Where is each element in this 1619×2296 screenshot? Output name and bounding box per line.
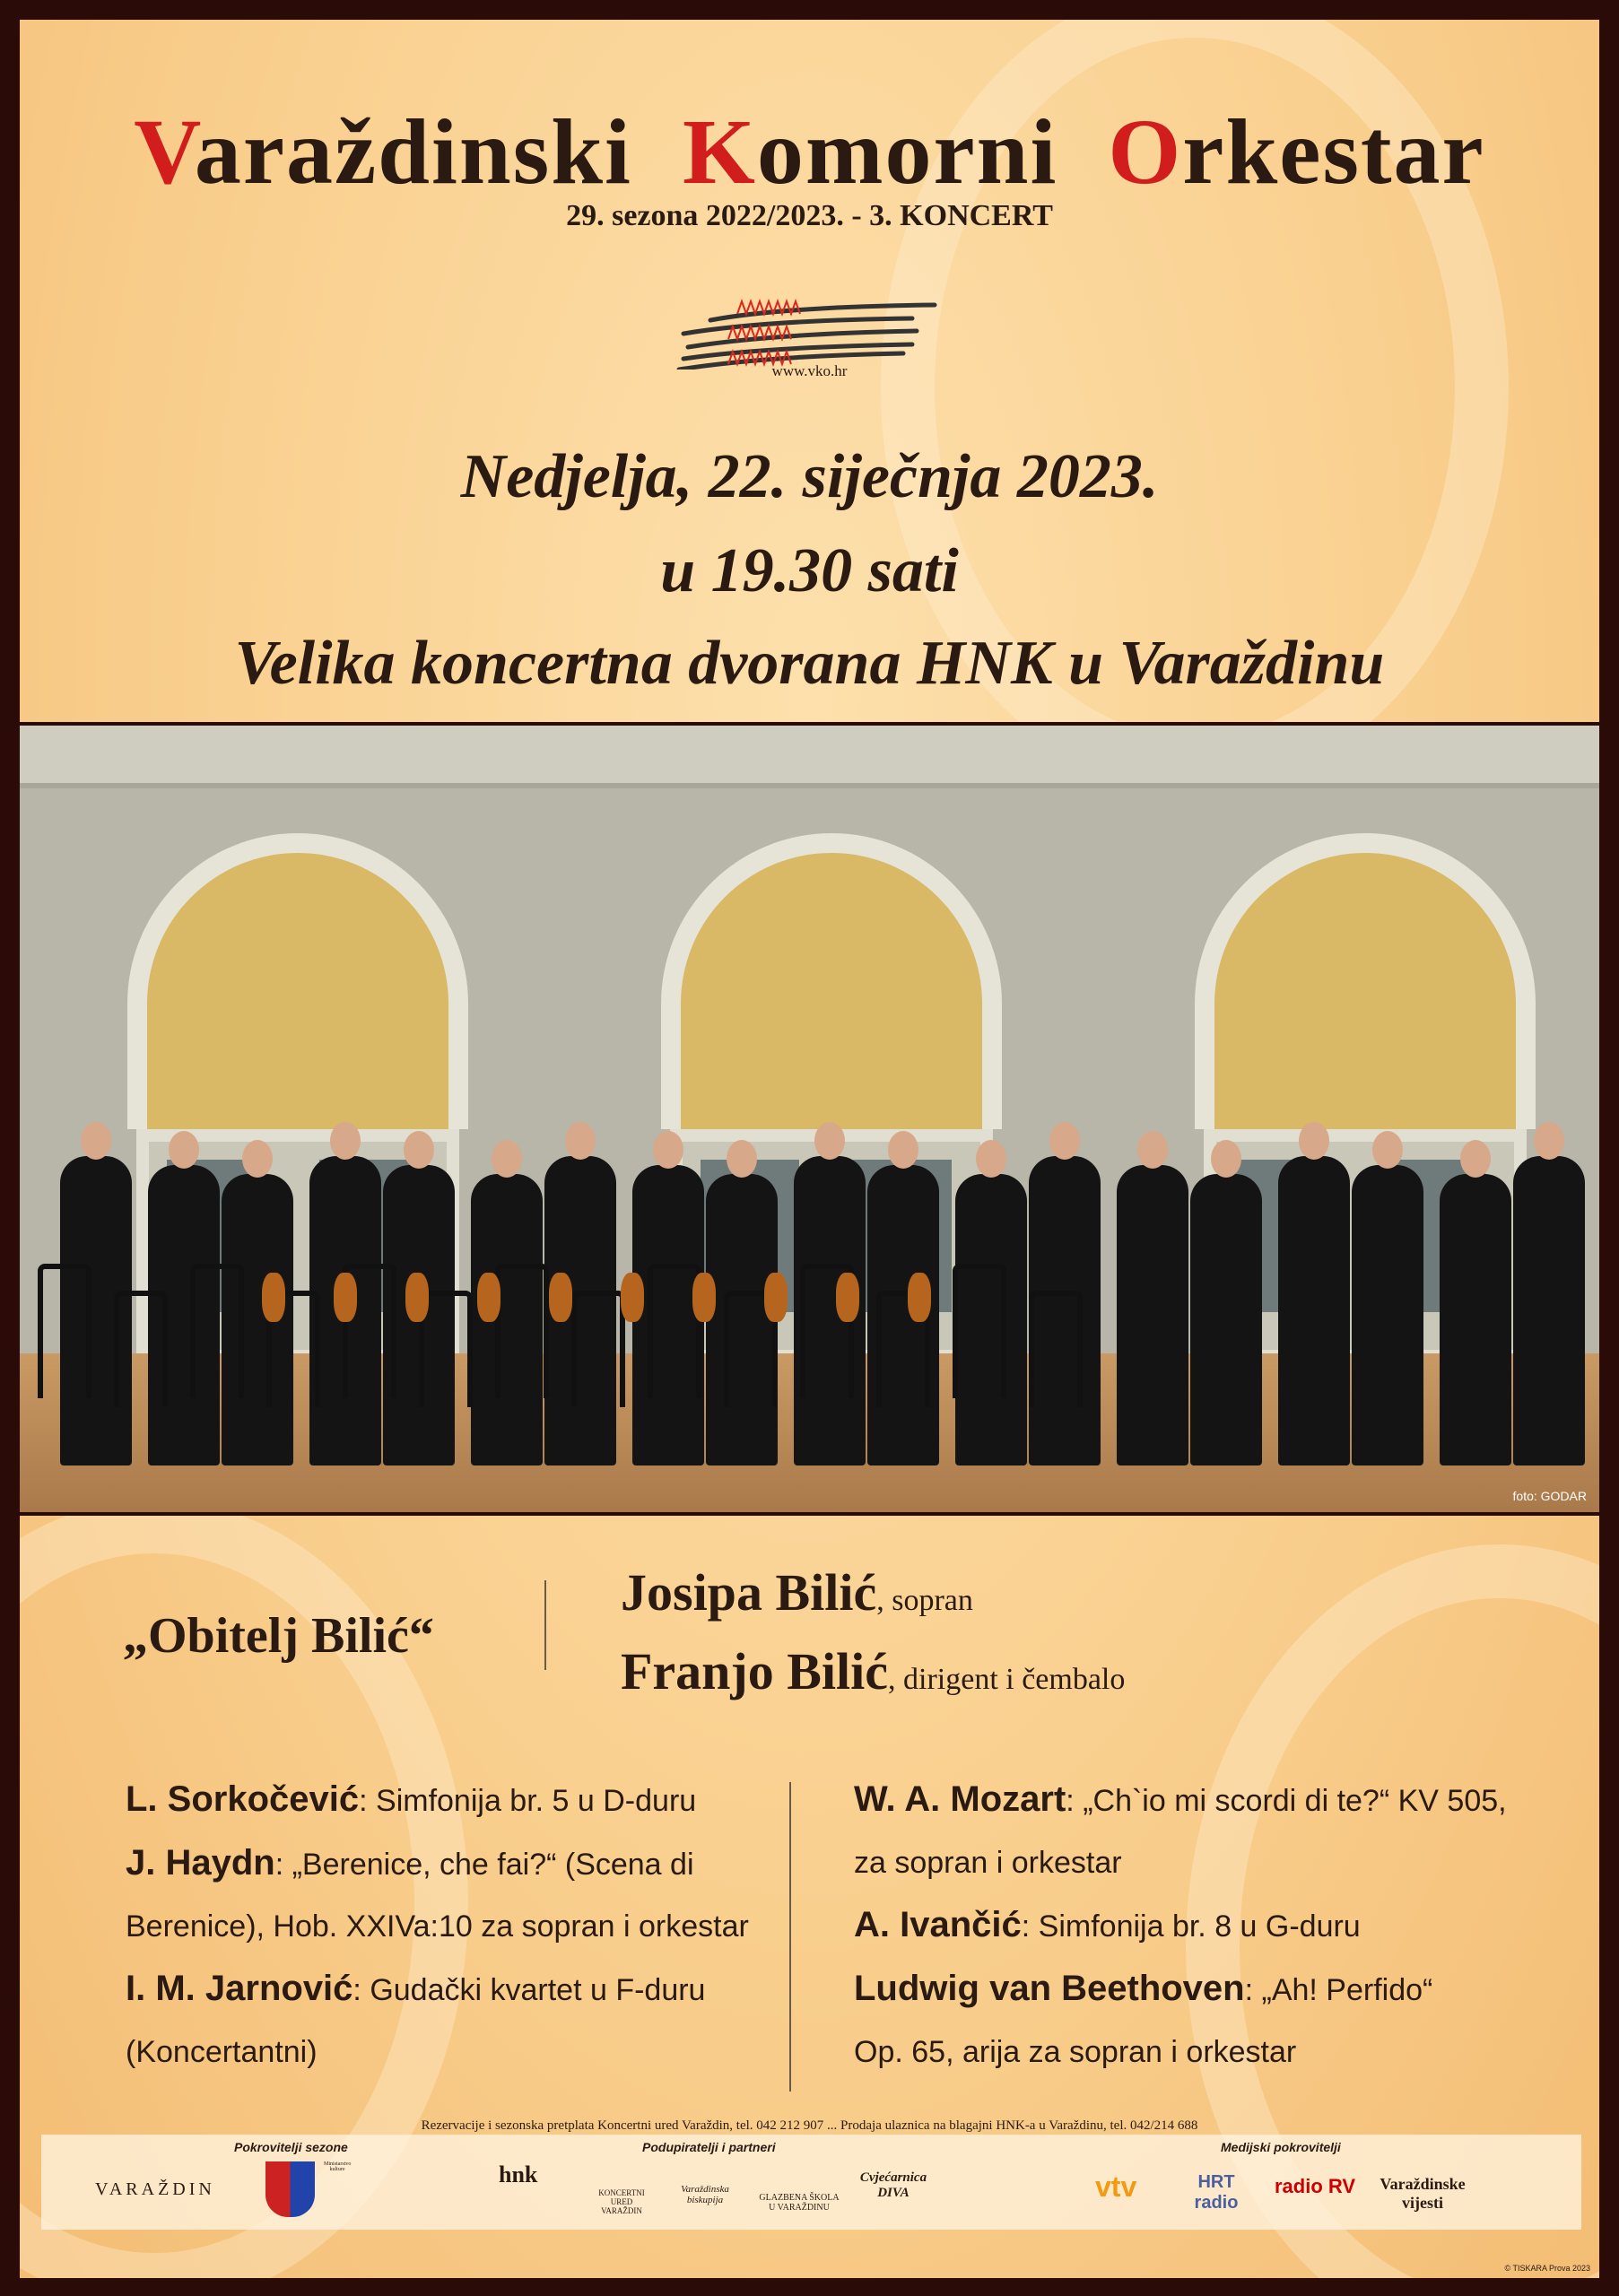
musician-head xyxy=(1460,1140,1491,1178)
composer: I. M. Jarnović xyxy=(126,1969,353,2008)
program-line xyxy=(854,1894,1507,1958)
musician-head xyxy=(976,1140,1006,1178)
musician-head xyxy=(1534,1122,1564,1160)
violin-icon xyxy=(692,1273,716,1322)
logo-radio-rv: radio RV xyxy=(1275,2175,1356,2197)
musician-head xyxy=(727,1140,757,1178)
event-time: u 19.30 sati xyxy=(660,536,959,605)
program-line xyxy=(126,1769,749,1832)
musician xyxy=(1117,1165,1188,1465)
violin-icon xyxy=(621,1273,644,1322)
divider xyxy=(789,1782,791,2092)
season-info: 29. sezona 2022/2023. - 3. KONCERT xyxy=(566,199,1053,232)
logo-biskupija: Varaždinska biskupija xyxy=(681,2184,729,2205)
work: za sopran i orkestar xyxy=(854,1846,1122,1880)
work: : Simfonija br. 8 u G-duru xyxy=(1021,1909,1361,1944)
program-line xyxy=(854,1769,1507,1832)
work: : Gudački kvartet u F-duru xyxy=(353,1973,706,2007)
logo-hrt-radio: HRT radio xyxy=(1194,2172,1239,2213)
composer: Ludwig van Beethoven xyxy=(854,1969,1245,2008)
hall-frieze xyxy=(20,726,1599,788)
musician-head xyxy=(1299,1122,1329,1160)
musician-head xyxy=(888,1131,918,1169)
musician-head xyxy=(565,1122,596,1160)
composer: L. Sorkočević xyxy=(126,1779,360,1819)
chair xyxy=(38,1264,91,1398)
logo-varazdinske-vijesti: Varaždinske vijesti xyxy=(1380,2175,1466,2212)
logo-vtv: vtv xyxy=(1095,2170,1137,2203)
performer-josipa: Josipa Bilić, sopran xyxy=(621,1563,973,1622)
musician xyxy=(1190,1174,1262,1465)
contact-info: Rezervacije i sezonska pretplata Koncertni ured Varaždin, tel. 042 212 907 ... Prodaja ulaznica na blagajni HNK-a u Varaždinu, tel. 042/214 688 xyxy=(421,2118,1198,2133)
hall-arch xyxy=(127,833,468,1129)
chair xyxy=(190,1264,244,1398)
hall-arch xyxy=(1195,833,1536,1129)
musician-head xyxy=(653,1131,683,1169)
composer: J. Haydn xyxy=(126,1843,275,1883)
musician xyxy=(1278,1156,1350,1465)
musician-head xyxy=(1372,1131,1403,1169)
work: : „Berenice, che fai?“ (Scena di xyxy=(274,1848,694,1882)
program-line xyxy=(854,1958,1507,2022)
work: : „Ch`io mi scordi di te?“ KV 505, xyxy=(1066,1784,1507,1818)
logo-varazdin: VARAŽDIN xyxy=(95,2179,215,2199)
group-heading: Podupiratelji i partneri xyxy=(642,2140,776,2154)
work: Berenice), Hob. XXIVa:10 za sopran i orkestar xyxy=(126,1909,749,1944)
musician xyxy=(1440,1174,1511,1465)
work: : „Ah! Perfido“ xyxy=(1244,1973,1433,2007)
musician-head xyxy=(1211,1140,1241,1178)
program-line xyxy=(126,1896,749,1958)
hall-arch xyxy=(661,833,1002,1129)
photo-credit: foto: GODAR xyxy=(1512,1489,1587,1503)
logo-koncertni-ured: KONCERTNI URED VARAŽDIN xyxy=(598,2188,645,2215)
program-line xyxy=(126,1832,749,1896)
musician-head xyxy=(169,1131,199,1169)
musician-head xyxy=(492,1140,522,1178)
program-line xyxy=(126,1958,749,2022)
musician-head xyxy=(81,1122,111,1160)
group-heading: Pokrovitelji sezone xyxy=(234,2140,348,2154)
musician-head xyxy=(1137,1131,1168,1169)
concert-poster xyxy=(20,20,1599,2278)
event-venue: Velika koncertna dvorana HNK u Varaždinu xyxy=(234,629,1385,698)
composer: W. A. Mozart xyxy=(854,1779,1066,1819)
work: : Simfonija br. 5 u D-duru xyxy=(359,1784,697,1818)
violin-icon xyxy=(836,1273,859,1322)
violin-icon xyxy=(764,1273,788,1322)
violin-icon xyxy=(334,1273,357,1322)
chair xyxy=(495,1264,549,1398)
musician-head xyxy=(242,1140,273,1178)
logo-glazbena-skola: GLAZBENA ŠKOLA U VARAŽDINU xyxy=(759,2193,840,2213)
program-line xyxy=(854,1832,1507,1894)
program-line xyxy=(854,2022,1507,2083)
program-line xyxy=(126,2022,749,2083)
logo-diva: Cvjećarnica DIVA xyxy=(859,2170,927,2200)
website-url[interactable]: www.vko.hr xyxy=(771,362,848,379)
work: Op. 65, arija za sopran i orkestar xyxy=(854,2035,1297,2069)
musician-head xyxy=(404,1131,434,1169)
orchestra-title: Varaždinski Komorni Orkestar xyxy=(134,100,1485,204)
musician xyxy=(1352,1165,1423,1465)
violin-icon xyxy=(549,1273,572,1322)
coat-of-arms-icon xyxy=(265,2161,315,2217)
chair xyxy=(1029,1291,1083,1407)
violin-icon xyxy=(262,1273,285,1322)
event-date: Nedjelja, 22. siječnja 2023. xyxy=(460,442,1159,511)
program-left xyxy=(126,1769,749,2083)
chair xyxy=(571,1291,625,1407)
violin-icon xyxy=(405,1273,429,1322)
copyright: © TISKARA Prova 2023 xyxy=(1504,2264,1590,2273)
orchestra-photo xyxy=(20,722,1599,1516)
chair xyxy=(114,1291,168,1407)
musician-head xyxy=(330,1122,361,1160)
sponsors-strip xyxy=(41,2135,1581,2230)
musician xyxy=(1513,1156,1585,1465)
logo-hnk: hnk xyxy=(499,2161,538,2187)
violin-icon xyxy=(908,1273,931,1322)
group-heading: Medijski pokrovitelji xyxy=(1221,2140,1341,2154)
violin-icon xyxy=(477,1273,500,1322)
logo-ministry: Ministarstvo kulture xyxy=(324,2161,352,2172)
musician-head xyxy=(1049,1122,1080,1160)
work: (Koncertantni) xyxy=(126,2035,318,2069)
program-right xyxy=(854,1769,1507,2083)
composer: A. Ivančić xyxy=(854,1905,1022,1944)
ensemble-name: „Obitelj Bilić“ xyxy=(123,1608,434,1664)
musician-head xyxy=(814,1122,845,1160)
vko-logo-icon xyxy=(675,280,962,370)
performer-franjo: Franjo Bilić, dirigent i čembalo xyxy=(621,1642,1126,1700)
divider xyxy=(544,1580,546,1670)
chair xyxy=(953,1264,1006,1398)
